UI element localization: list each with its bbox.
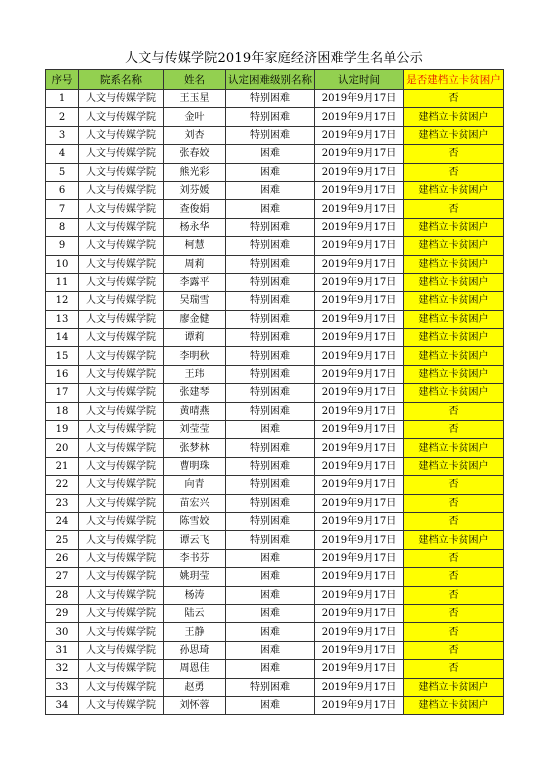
cell-date: 2019年9月17日: [315, 531, 404, 549]
cell-level: 困难: [226, 604, 315, 622]
cell-date: 2019年9月17日: [315, 384, 404, 402]
table-body: [46, 90, 504, 715]
cell-date: 2019年9月17日: [315, 586, 404, 604]
page-title: 人文与传媒学院2019年家庭经济困难学生名单公示: [125, 51, 423, 66]
table-row: [46, 696, 504, 714]
cell-level: 特别困难: [226, 384, 315, 402]
cell-department: 人文与传媒学院: [79, 402, 164, 420]
cell-department: 人文与传媒学院: [79, 476, 164, 494]
cell-level: 困难: [226, 568, 315, 586]
cell-department: 人文与传媒学院: [79, 531, 164, 549]
cell-date: 2019年9月17日: [315, 641, 404, 659]
table-row: [46, 421, 504, 439]
cell-index: 31: [46, 641, 79, 659]
cell-index: 15: [46, 347, 79, 365]
cell-department: 人文与传媒学院: [79, 108, 164, 126]
cell-name: 李书芬: [164, 549, 226, 567]
cell-date: 2019年9月17日: [315, 90, 404, 108]
cell-index: 16: [46, 365, 79, 383]
cell-status: 否: [404, 641, 504, 659]
table-row: [46, 384, 504, 402]
cell-name: 熊光彩: [164, 163, 226, 181]
cell-level: 特别困难: [226, 476, 315, 494]
table-row: [46, 641, 504, 659]
cell-name: 吴瑞雪: [164, 292, 226, 310]
cell-status: 否: [404, 90, 504, 108]
table-row: [46, 457, 504, 475]
cell-index: 13: [46, 310, 79, 328]
header-index: 序号: [46, 70, 79, 90]
cell-index: 34: [46, 696, 79, 714]
cell-name: 向青: [164, 476, 226, 494]
cell-status: 建档立卡贫困户: [404, 439, 504, 457]
cell-status: 否: [404, 200, 504, 218]
cell-department: 人文与传媒学院: [79, 696, 164, 714]
cell-level: 困难: [226, 641, 315, 659]
cell-status: 否: [404, 549, 504, 567]
cell-department: 人文与传媒学院: [79, 457, 164, 475]
cell-index: 25: [46, 531, 79, 549]
cell-department: 人文与传媒学院: [79, 163, 164, 181]
cell-level: 困难: [226, 660, 315, 678]
cell-name: 刘芬媛: [164, 181, 226, 199]
cell-status: 建档立卡贫困户: [404, 696, 504, 714]
cell-name: 张春姣: [164, 145, 226, 163]
cell-date: 2019年9月17日: [315, 126, 404, 144]
cell-status: 建档立卡贫困户: [404, 457, 504, 475]
cell-date: 2019年9月17日: [315, 402, 404, 420]
table-header-row: [46, 70, 504, 90]
cell-name: 查俊娟: [164, 200, 226, 218]
table-row: [46, 586, 504, 604]
cell-date: 2019年9月17日: [315, 439, 404, 457]
cell-index: 24: [46, 512, 79, 530]
table-row: [46, 531, 504, 549]
cell-date: 2019年9月17日: [315, 568, 404, 586]
table-row: [46, 292, 504, 310]
cell-date: 2019年9月17日: [315, 476, 404, 494]
student-list-table: [45, 69, 504, 715]
cell-level: 困难: [226, 586, 315, 604]
table-row: [46, 90, 504, 108]
cell-name: 张梦林: [164, 439, 226, 457]
cell-status: 建档立卡贫困户: [404, 310, 504, 328]
header-date: 认定时间: [315, 70, 404, 90]
cell-status: 否: [404, 512, 504, 530]
cell-level: 特别困难: [226, 90, 315, 108]
cell-status: 建档立卡贫困户: [404, 678, 504, 696]
table-row: [46, 494, 504, 512]
cell-status: 建档立卡贫困户: [404, 531, 504, 549]
cell-status: 否: [404, 421, 504, 439]
cell-name: 黄晴燕: [164, 402, 226, 420]
cell-status: 建档立卡贫困户: [404, 329, 504, 347]
cell-department: 人文与传媒学院: [79, 292, 164, 310]
cell-date: 2019年9月17日: [315, 237, 404, 255]
cell-name: 李露平: [164, 273, 226, 291]
cell-name: 周莉: [164, 255, 226, 273]
cell-name: 陈雪姣: [164, 512, 226, 530]
cell-date: 2019年9月17日: [315, 255, 404, 273]
cell-date: 2019年9月17日: [315, 678, 404, 696]
cell-index: 1: [46, 90, 79, 108]
table-row: [46, 126, 504, 144]
cell-status: 建档立卡贫困户: [404, 273, 504, 291]
cell-level: 困难: [226, 549, 315, 567]
table-row: [46, 568, 504, 586]
cell-department: 人文与传媒学院: [79, 218, 164, 236]
table-row: [46, 200, 504, 218]
cell-index: 33: [46, 678, 79, 696]
cell-level: 特别困难: [226, 494, 315, 512]
cell-level: 特别困难: [226, 402, 315, 420]
cell-status: 否: [404, 476, 504, 494]
cell-status: 建档立卡贫困户: [404, 384, 504, 402]
cell-department: 人文与传媒学院: [79, 329, 164, 347]
table-row: [46, 218, 504, 236]
cell-department: 人文与传媒学院: [79, 660, 164, 678]
cell-name: 杨永华: [164, 218, 226, 236]
cell-department: 人文与传媒学院: [79, 604, 164, 622]
cell-date: 2019年9月17日: [315, 623, 404, 641]
cell-department: 人文与传媒学院: [79, 273, 164, 291]
cell-date: 2019年9月17日: [315, 457, 404, 475]
cell-level: 特别困难: [226, 126, 315, 144]
cell-status: 建档立卡贫困户: [404, 181, 504, 199]
cell-index: 8: [46, 218, 79, 236]
cell-name: 廖金健: [164, 310, 226, 328]
cell-date: 2019年9月17日: [315, 310, 404, 328]
table-row: [46, 347, 504, 365]
cell-name: 苗宏兴: [164, 494, 226, 512]
cell-level: 特别困难: [226, 365, 315, 383]
cell-index: 17: [46, 384, 79, 402]
cell-level: 特别困难: [226, 512, 315, 530]
cell-status: 否: [404, 623, 504, 641]
cell-department: 人文与传媒学院: [79, 641, 164, 659]
cell-department: 人文与传媒学院: [79, 145, 164, 163]
table-row: [46, 365, 504, 383]
cell-date: 2019年9月17日: [315, 512, 404, 530]
table-row: [46, 108, 504, 126]
cell-index: 10: [46, 255, 79, 273]
table-row: [46, 310, 504, 328]
cell-department: 人文与传媒学院: [79, 384, 164, 402]
cell-level: 困难: [226, 623, 315, 641]
cell-department: 人文与传媒学院: [79, 347, 164, 365]
cell-department: 人文与传媒学院: [79, 439, 164, 457]
cell-index: 29: [46, 604, 79, 622]
cell-date: 2019年9月17日: [315, 181, 404, 199]
table-row: [46, 237, 504, 255]
cell-index: 32: [46, 660, 79, 678]
cell-status: 建档立卡贫困户: [404, 365, 504, 383]
cell-status: 建档立卡贫困户: [404, 347, 504, 365]
header-department: 院系名称: [79, 70, 164, 90]
cell-department: 人文与传媒学院: [79, 512, 164, 530]
cell-date: 2019年9月17日: [315, 108, 404, 126]
cell-department: 人文与传媒学院: [79, 200, 164, 218]
cell-department: 人文与传媒学院: [79, 623, 164, 641]
cell-index: 22: [46, 476, 79, 494]
cell-name: 王玉星: [164, 90, 226, 108]
cell-index: 3: [46, 126, 79, 144]
cell-date: 2019年9月17日: [315, 421, 404, 439]
cell-index: 30: [46, 623, 79, 641]
cell-department: 人文与传媒学院: [79, 568, 164, 586]
cell-date: 2019年9月17日: [315, 696, 404, 714]
cell-level: 特别困难: [226, 439, 315, 457]
cell-level: 特别困难: [226, 310, 315, 328]
cell-date: 2019年9月17日: [315, 365, 404, 383]
cell-index: 12: [46, 292, 79, 310]
cell-department: 人文与传媒学院: [79, 678, 164, 696]
cell-status: 否: [404, 568, 504, 586]
cell-date: 2019年9月17日: [315, 163, 404, 181]
table-row: [46, 476, 504, 494]
cell-date: 2019年9月17日: [315, 494, 404, 512]
cell-name: 金叶: [164, 108, 226, 126]
cell-date: 2019年9月17日: [315, 145, 404, 163]
cell-index: 28: [46, 586, 79, 604]
cell-status: 否: [404, 586, 504, 604]
cell-date: 2019年9月17日: [315, 329, 404, 347]
cell-level: 特别困难: [226, 273, 315, 291]
cell-department: 人文与传媒学院: [79, 549, 164, 567]
cell-level: 困难: [226, 145, 315, 163]
cell-level: 特别困难: [226, 292, 315, 310]
cell-status: 建档立卡贫困户: [404, 126, 504, 144]
cell-department: 人文与传媒学院: [79, 126, 164, 144]
cell-name: 刘杏: [164, 126, 226, 144]
cell-name: 谭莉: [164, 329, 226, 347]
cell-department: 人文与传媒学院: [79, 255, 164, 273]
cell-index: 9: [46, 237, 79, 255]
cell-level: 特别困难: [226, 347, 315, 365]
cell-index: 6: [46, 181, 79, 199]
cell-date: 2019年9月17日: [315, 660, 404, 678]
cell-index: 23: [46, 494, 79, 512]
cell-level: 困难: [226, 421, 315, 439]
cell-date: 2019年9月17日: [315, 604, 404, 622]
table-row: [46, 439, 504, 457]
cell-status: 建档立卡贫困户: [404, 292, 504, 310]
cell-level: 困难: [226, 696, 315, 714]
cell-status: 建档立卡贫困户: [404, 255, 504, 273]
table-row: [46, 329, 504, 347]
cell-status: 建档立卡贫困户: [404, 218, 504, 236]
cell-name: 李明秋: [164, 347, 226, 365]
cell-department: 人文与传媒学院: [79, 310, 164, 328]
cell-department: 人文与传媒学院: [79, 421, 164, 439]
cell-name: 王静: [164, 623, 226, 641]
cell-status: 建档立卡贫困户: [404, 237, 504, 255]
cell-level: 特别困难: [226, 531, 315, 549]
cell-index: 27: [46, 568, 79, 586]
cell-index: 7: [46, 200, 79, 218]
cell-department: 人文与传媒学院: [79, 181, 164, 199]
cell-level: 特别困难: [226, 218, 315, 236]
table-row: [46, 163, 504, 181]
header-level: 认定困难级别名称: [226, 70, 315, 90]
cell-name: 杨涛: [164, 586, 226, 604]
table-row: [46, 660, 504, 678]
table-row: [46, 181, 504, 199]
cell-index: 20: [46, 439, 79, 457]
cell-index: 4: [46, 145, 79, 163]
cell-index: 11: [46, 273, 79, 291]
cell-level: 困难: [226, 200, 315, 218]
cell-department: 人文与传媒学院: [79, 237, 164, 255]
cell-level: 特别困难: [226, 678, 315, 696]
cell-date: 2019年9月17日: [315, 218, 404, 236]
cell-name: 张建琴: [164, 384, 226, 402]
table-row: [46, 678, 504, 696]
cell-department: 人文与传媒学院: [79, 586, 164, 604]
cell-index: 19: [46, 421, 79, 439]
cell-index: 5: [46, 163, 79, 181]
cell-index: 2: [46, 108, 79, 126]
cell-level: 困难: [226, 163, 315, 181]
table-row: [46, 255, 504, 273]
cell-status: 否: [404, 163, 504, 181]
cell-name: 王玮: [164, 365, 226, 383]
cell-level: 特别困难: [226, 237, 315, 255]
cell-date: 2019年9月17日: [315, 347, 404, 365]
cell-index: 14: [46, 329, 79, 347]
cell-level: 特别困难: [226, 108, 315, 126]
cell-level: 特别困难: [226, 457, 315, 475]
cell-index: 26: [46, 549, 79, 567]
table-row: [46, 623, 504, 641]
cell-index: 21: [46, 457, 79, 475]
cell-status: 否: [404, 145, 504, 163]
cell-name: 赵勇: [164, 678, 226, 696]
cell-level: 特别困难: [226, 329, 315, 347]
cell-date: 2019年9月17日: [315, 200, 404, 218]
cell-department: 人文与传媒学院: [79, 365, 164, 383]
cell-name: 周恩佳: [164, 660, 226, 678]
cell-level: 困难: [226, 181, 315, 199]
cell-level: 特别困难: [226, 255, 315, 273]
cell-name: 谭云飞: [164, 531, 226, 549]
cell-status: 否: [404, 494, 504, 512]
cell-status: 否: [404, 402, 504, 420]
cell-status: 建档立卡贫困户: [404, 108, 504, 126]
cell-status: 否: [404, 604, 504, 622]
cell-date: 2019年9月17日: [315, 273, 404, 291]
header-name: 姓名: [164, 70, 226, 90]
cell-department: 人文与传媒学院: [79, 90, 164, 108]
table-row: [46, 512, 504, 530]
header-status: 是否建档立卡贫困户: [404, 70, 504, 90]
cell-department: 人文与传媒学院: [79, 494, 164, 512]
cell-name: 柯慧: [164, 237, 226, 255]
table-row: [46, 145, 504, 163]
cell-name: 陆云: [164, 604, 226, 622]
cell-name: 刘莹莹: [164, 421, 226, 439]
cell-name: 孙思琦: [164, 641, 226, 659]
cell-name: 姚玥莹: [164, 568, 226, 586]
table-row: [46, 604, 504, 622]
cell-date: 2019年9月17日: [315, 549, 404, 567]
table-row: [46, 273, 504, 291]
cell-index: 18: [46, 402, 79, 420]
cell-name: 曹明珠: [164, 457, 226, 475]
cell-name: 刘怀蓉: [164, 696, 226, 714]
cell-date: 2019年9月17日: [315, 292, 404, 310]
table-row: [46, 549, 504, 567]
cell-status: 否: [404, 660, 504, 678]
table-row: [46, 402, 504, 420]
